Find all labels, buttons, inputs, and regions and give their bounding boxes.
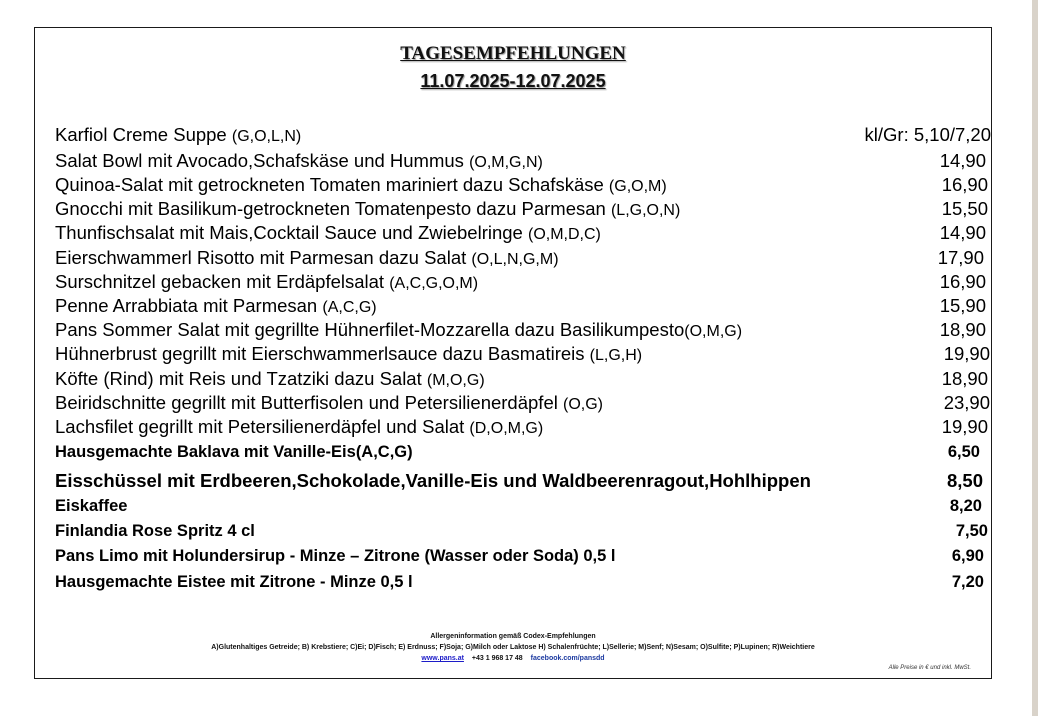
menu-item bbox=[55, 392, 991, 416]
menu-item bbox=[55, 150, 991, 174]
page-edge bbox=[1032, 0, 1038, 716]
menu-item-name bbox=[55, 392, 603, 414]
dish-name: Pans Limo mit Holundersirup - Minze – Zitrone (Wasser oder Soda) 0,5 l bbox=[55, 547, 616, 565]
menu-item-name bbox=[55, 271, 478, 293]
menu-item-name bbox=[55, 198, 680, 220]
menu-item-price: 7,20 bbox=[951, 573, 984, 591]
menu-item-price: 23,90 bbox=[943, 392, 990, 413]
menu-item-name bbox=[55, 416, 543, 438]
menu-item-name bbox=[55, 295, 377, 317]
menu-item bbox=[55, 343, 991, 367]
allergen-codes: (L,G,H) bbox=[589, 347, 643, 364]
menu-item-price: 15,90 bbox=[939, 295, 986, 316]
allergen-codes: (G,O,M) bbox=[608, 178, 667, 195]
date-range: 11.07.2025-12.07.2025 bbox=[420, 71, 606, 91]
dish-name: Hausgemachte Eistee mit Zitrone - Minze 0,5 l bbox=[55, 573, 413, 591]
menu-title: TAGESEMPFEHLUNGEN bbox=[400, 43, 626, 64]
allergen-codes: (O,M,D,C) bbox=[528, 226, 601, 243]
menu-item bbox=[55, 522, 991, 546]
menu-item-name bbox=[55, 368, 485, 390]
menu-item-name bbox=[55, 573, 413, 592]
menu-item-price: 6,50 bbox=[947, 443, 980, 461]
allergen-codes: (O,M,G) bbox=[684, 323, 743, 340]
menu-item bbox=[55, 271, 991, 295]
allergen-codes: (O,M,G,N) bbox=[469, 154, 543, 171]
menu-item-name bbox=[55, 222, 601, 244]
dish-name: Köfte (Rind) mit Reis und Tzatziki dazu Salat bbox=[55, 368, 427, 389]
menu-item-name bbox=[55, 174, 667, 196]
menu-item bbox=[55, 247, 991, 271]
menu-item bbox=[55, 222, 991, 246]
menu-item bbox=[55, 416, 991, 440]
menu-item bbox=[55, 295, 991, 319]
menu-item-price: 7,50 bbox=[955, 522, 988, 540]
menu-item bbox=[55, 547, 991, 571]
menu-item-name bbox=[55, 150, 543, 172]
dish-name: Lachsfilet gegrillt mit Petersilienerdäpfel und Salat bbox=[55, 416, 470, 437]
dish-name: Eierschwammerl Risotto mit Parmesan dazu Salat bbox=[55, 247, 472, 268]
menu-item-name bbox=[55, 247, 559, 269]
menu-item-price: 15,50 bbox=[941, 198, 988, 219]
allergen-codes: (D,O,M,G) bbox=[469, 420, 544, 437]
menu-item bbox=[55, 319, 991, 343]
menu-item-name bbox=[55, 497, 127, 516]
menu-item bbox=[55, 573, 991, 597]
menu-item bbox=[55, 124, 991, 148]
menu-item-name bbox=[55, 124, 301, 146]
allergen-codes: (M,O,G) bbox=[426, 372, 485, 389]
menu-sheet bbox=[34, 27, 992, 679]
menu-item-name bbox=[55, 547, 615, 566]
menu-item-name bbox=[55, 319, 742, 341]
menu-item-price: 8,20 bbox=[949, 497, 982, 515]
dish-name: Quinoa-Salat mit getrockneten Tomaten mariniert dazu Schafskäse bbox=[55, 174, 609, 195]
allergen-codes: (A,C,G,O,M) bbox=[389, 275, 479, 292]
allergen-codes: (G,O,L,N) bbox=[231, 128, 302, 145]
price-note: Alle Preise in € und inkl. MwSt. bbox=[888, 665, 971, 671]
menu-item-price: 6,90 bbox=[951, 547, 984, 565]
dish-name: Penne Arrabbiata mit Parmesan bbox=[55, 295, 323, 316]
menu-item-price: 18,90 bbox=[939, 319, 986, 340]
menu-item-price: 19,90 bbox=[943, 343, 990, 364]
dish-name: Thunfischsalat mit Mais,Cocktail Sauce und Zwiebelringe bbox=[55, 222, 528, 243]
allergen-codes: (A,C,G) bbox=[322, 299, 377, 316]
facebook-link[interactable]: facebook.com/pansdd bbox=[530, 655, 605, 662]
dish-name: Gnocchi mit Basilikum-getrockneten Tomatenpesto dazu Parmesan bbox=[55, 198, 611, 219]
menu-item bbox=[55, 443, 991, 467]
dish-name: Finlandia Rose Spritz 4 cl bbox=[55, 522, 255, 540]
dish-name: Surschnitzel gebacken mit Erdäpfelsalat bbox=[55, 271, 390, 292]
website-link[interactable]: www.pans.at bbox=[421, 655, 464, 662]
menu-item-name bbox=[55, 470, 811, 492]
menu-item-price: kl/Gr: 5,10/7,20 bbox=[864, 124, 991, 145]
menu-item-price: 17,90 bbox=[937, 247, 984, 268]
menu-item-name bbox=[55, 522, 255, 541]
menu-item-price: 16,90 bbox=[939, 271, 986, 292]
dish-name: Salat Bowl mit Avocado,Schafskäse und Hummus bbox=[55, 150, 470, 171]
menu-item bbox=[55, 368, 991, 392]
menu-item-price: 14,90 bbox=[939, 222, 986, 243]
allergen-legend: A)Glutenhaltiges Getreide; B) Krebstiere; C)Ei; D)Fisch; E) Erdnuss; F)Soja; G)Milch oder Laktose H) Schalenfrüchte; L)Sellerie; M)Senf; N)Sesam; O)Sulfite; P)Lupinen; R)Weichtiere bbox=[211, 644, 815, 651]
dish-name: Hühnerbrust gegrillt mit Eierschwammerlsauce dazu Basmatireis bbox=[55, 343, 590, 364]
menu-item-price: 16,90 bbox=[941, 174, 988, 195]
dish-name: Karfiol Creme Suppe bbox=[55, 124, 232, 145]
dish-name: Pans Sommer Salat mit gegrillte Hühnerfilet-Mozzarella dazu Basilikumpesto bbox=[55, 319, 685, 340]
menu-item-name bbox=[55, 343, 642, 365]
menu-item-price: 18,90 bbox=[941, 368, 988, 389]
menu-item bbox=[55, 198, 991, 222]
allergen-codes: (O,L,N,G,M) bbox=[471, 251, 559, 268]
menu-item-price: 14,90 bbox=[939, 150, 986, 171]
dish-name: Eisschüssel mit Erdbeeren,Schokolade,Vanille-Eis und Waldbeerenragout,Hohlhippen bbox=[55, 470, 811, 491]
dish-name: Hausgemachte Baklava mit Vanille-Eis bbox=[55, 443, 356, 461]
allergen-codes: (A,C,G) bbox=[355, 443, 413, 461]
allergen-codes: (L,G,O,N) bbox=[610, 202, 681, 219]
menu-item bbox=[55, 470, 991, 494]
menu-item-name bbox=[55, 443, 413, 462]
menu-item bbox=[55, 174, 991, 198]
contact-line bbox=[35, 655, 991, 662]
phone-number: +43 1 968 17 48 bbox=[471, 655, 523, 662]
menu-item-price: 8,50 bbox=[946, 470, 983, 491]
dish-name: Eiskaffee bbox=[55, 497, 128, 515]
dish-name: Beiridschnitte gegrillt mit Butterfisolen und Petersilienerdäpfel bbox=[55, 392, 563, 413]
allergen-codes: (O,G) bbox=[562, 396, 603, 413]
menu-item-price: 19,90 bbox=[941, 416, 988, 437]
allergen-heading: Allergeninformation gemäß Codex-Empfehlungen bbox=[430, 633, 596, 640]
menu-item bbox=[55, 497, 991, 521]
